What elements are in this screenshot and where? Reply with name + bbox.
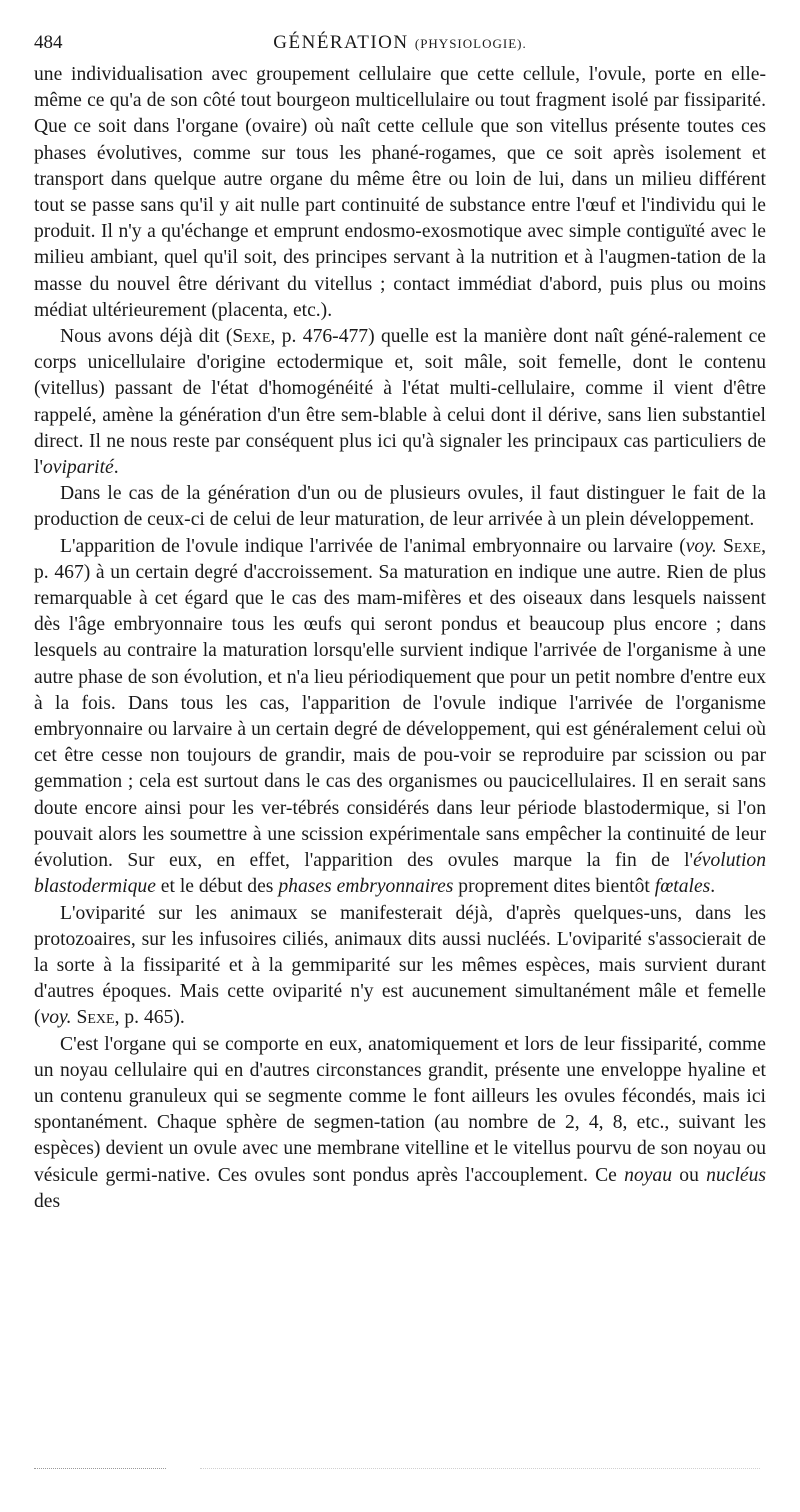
body-text	[34, 62, 766, 1215]
italic-text: noyau	[624, 1164, 673, 1186]
paragraph	[34, 481, 766, 533]
text-run: ou	[672, 1164, 707, 1186]
small-caps-text: Sexe	[232, 326, 271, 348]
running-header	[34, 28, 766, 62]
paragraph	[34, 901, 766, 1032]
italic-text: nucléus	[706, 1164, 767, 1186]
italic-text: oviparité	[42, 457, 114, 479]
text-run: L'oviparité sur les animaux se manifesterait déjà, d'après quelques-uns, dans les protozoaires, sur les infusoires ciliés, animaux dits aussi nucléés. L'oviparité s'associerait de la sorte à la fissiparité et à la gemmiparité sur les mêmes espèces, mais survient durant d'autres époques. Mais cette oviparité n'y est aucunement simultanément mâle et femelle (	[34, 902, 766, 1029]
italic-text: fœtales	[654, 876, 711, 898]
text-run: Dans le cas de la génération d'un ou de plusieurs ovules, il faut distinguer le fait de la production de ceux-ci de celui de leur maturation, de leur arrivée à un plein développement.	[34, 483, 766, 531]
paragraph	[34, 62, 766, 324]
italic-text: évolution blastodermique	[34, 850, 766, 898]
text-run: des	[34, 1190, 61, 1212]
paragraph	[34, 1032, 766, 1215]
text-run: et le début des	[155, 876, 279, 898]
document-page	[34, 28, 766, 1215]
small-caps-text: Sexe	[722, 535, 762, 557]
small-caps-text: Sexe	[76, 1007, 115, 1029]
text-run: , p. 467) à un certain degré d'accroissement. Sa maturation en indique une autre. Rien de plus remarquable à cet égard que le cas des mam-mifères et des oiseaux dans lesquels naissent dès l'âge embryonnaire tous les œufs qui seront pondus et beaucoup plus encore ; dans lesquels au contraire la maturation lorsqu'elle survient indique l'arrivée de l'organisme à une autre phase de son évolution, et n'a lieu périodiquement que pour un petit nombre d'entre eux à la fois. Dans tous les cas, l'apparition de l'ovule indique l'arrivée de l'organisme embryonnaire ou larvaire à un certain degré de développement, qui est généralement celui où cet être cesse non toujours de grandir, mais de pou-voir se reproduire par scission ou par gemmation ; cela est surtout dans le cas des organismes ou paucicellulaires. Il en serait sans doute encore ainsi pour les ver-tébrés considérés dans leur période blastodermique, si l'on pouvait alors les soumettre à une scission expérimentale sans empêcher la continuité de leur évolution. Sur eux, en effet, l'apparition des ovules marque la fin de l'	[34, 535, 766, 872]
running-title	[34, 32, 766, 54]
running-title-sub: (PHYSIOLOGIE).	[414, 36, 527, 51]
paragraph	[34, 324, 766, 481]
running-title-main: GÉNÉRATION	[273, 32, 409, 53]
text-run: , p. 476-477) quelle est la manière dont naît géné-ralement ce corps unicellulaire d'origine ectodermique et, soit mâle, soit femelle, dont le contenu (vitellus) passant de l'état d'homogénéité à l'état multi-cellulaire, comme il vient d'être rappelé, amène la génération d'un être sem-blable à celui dont il dérive, sans lien substantiel direct. Il ne nous reste par conséquent plus ici qu'à signaler les principaux cas particuliers de l'	[34, 326, 766, 479]
paragraph	[34, 534, 766, 901]
text-run: C'est l'organe qui se comporte en eux, anatomiquement et lors de leur fissiparité, comme un noyau cellulaire qui en d'autres circonstances grandit, présente une enveloppe hyaline et un contenu granuleux qui se segmente comme le font ailleurs les ovules fécondés, mais ici spontanément. Chaque sphère de segmen-tation (au nombre de 2, 4, 8, etc., suivant les espèces) devient un ovule avec une membrane vitelline et le vitellus pourvu de son noyau ou vésicule germi-native. Ces ovules sont pondus après l'accouplement. Ce	[34, 1033, 766, 1186]
footer-dots	[200, 1468, 760, 1469]
text-run: .	[113, 457, 119, 479]
text-run: Nous avons déjà dit (	[60, 326, 233, 348]
text-run: L'apparition de l'ovule indique l'arrivée de l'animal embryonnaire ou larvaire (	[60, 535, 686, 557]
text-run: , p. 465).	[114, 1007, 185, 1029]
footer-rule	[34, 1468, 166, 1469]
page-number: 484	[34, 32, 63, 53]
text-run: proprement dites bientôt	[453, 876, 655, 898]
italic-text: voy.	[40, 1007, 72, 1029]
text-run: une individualisation avec groupement cellulaire que cette cellule, l'ovule, porte en elle-même ce qu'a de son côté tout bourgeon multicellulaire ou tout fragment isolé par fissiparité. Que ce soit dans l'organe (ovaire) où naît cette cellule que son vitellus présente toutes ces phases évolutives, comme sur tous les phané-rogames, que ce soit après isolement et transport dans quelque autre organe du même être ou loin de lui, dans un milieu différent tout se passe sans qu'il y ait nulle part continuité de substance entre l'œuf et l'individu qui le produit. Il n'y a qu'échange et emprunt endosmo-exosmotique avec simple contiguïté avec le milieu ambiant, quel qu'il soit, des principes servant à la nutrition et à l'augmen-tation de la masse du nouvel être dérivant du vitellus ; contact immédiat d'abord, puis plus ou moins médiat ultérieurement (placenta, etc.).	[34, 64, 766, 321]
italic-text: voy.	[685, 535, 717, 557]
text-run: .	[710, 876, 716, 898]
italic-text: phases embryonnaires	[278, 876, 454, 898]
